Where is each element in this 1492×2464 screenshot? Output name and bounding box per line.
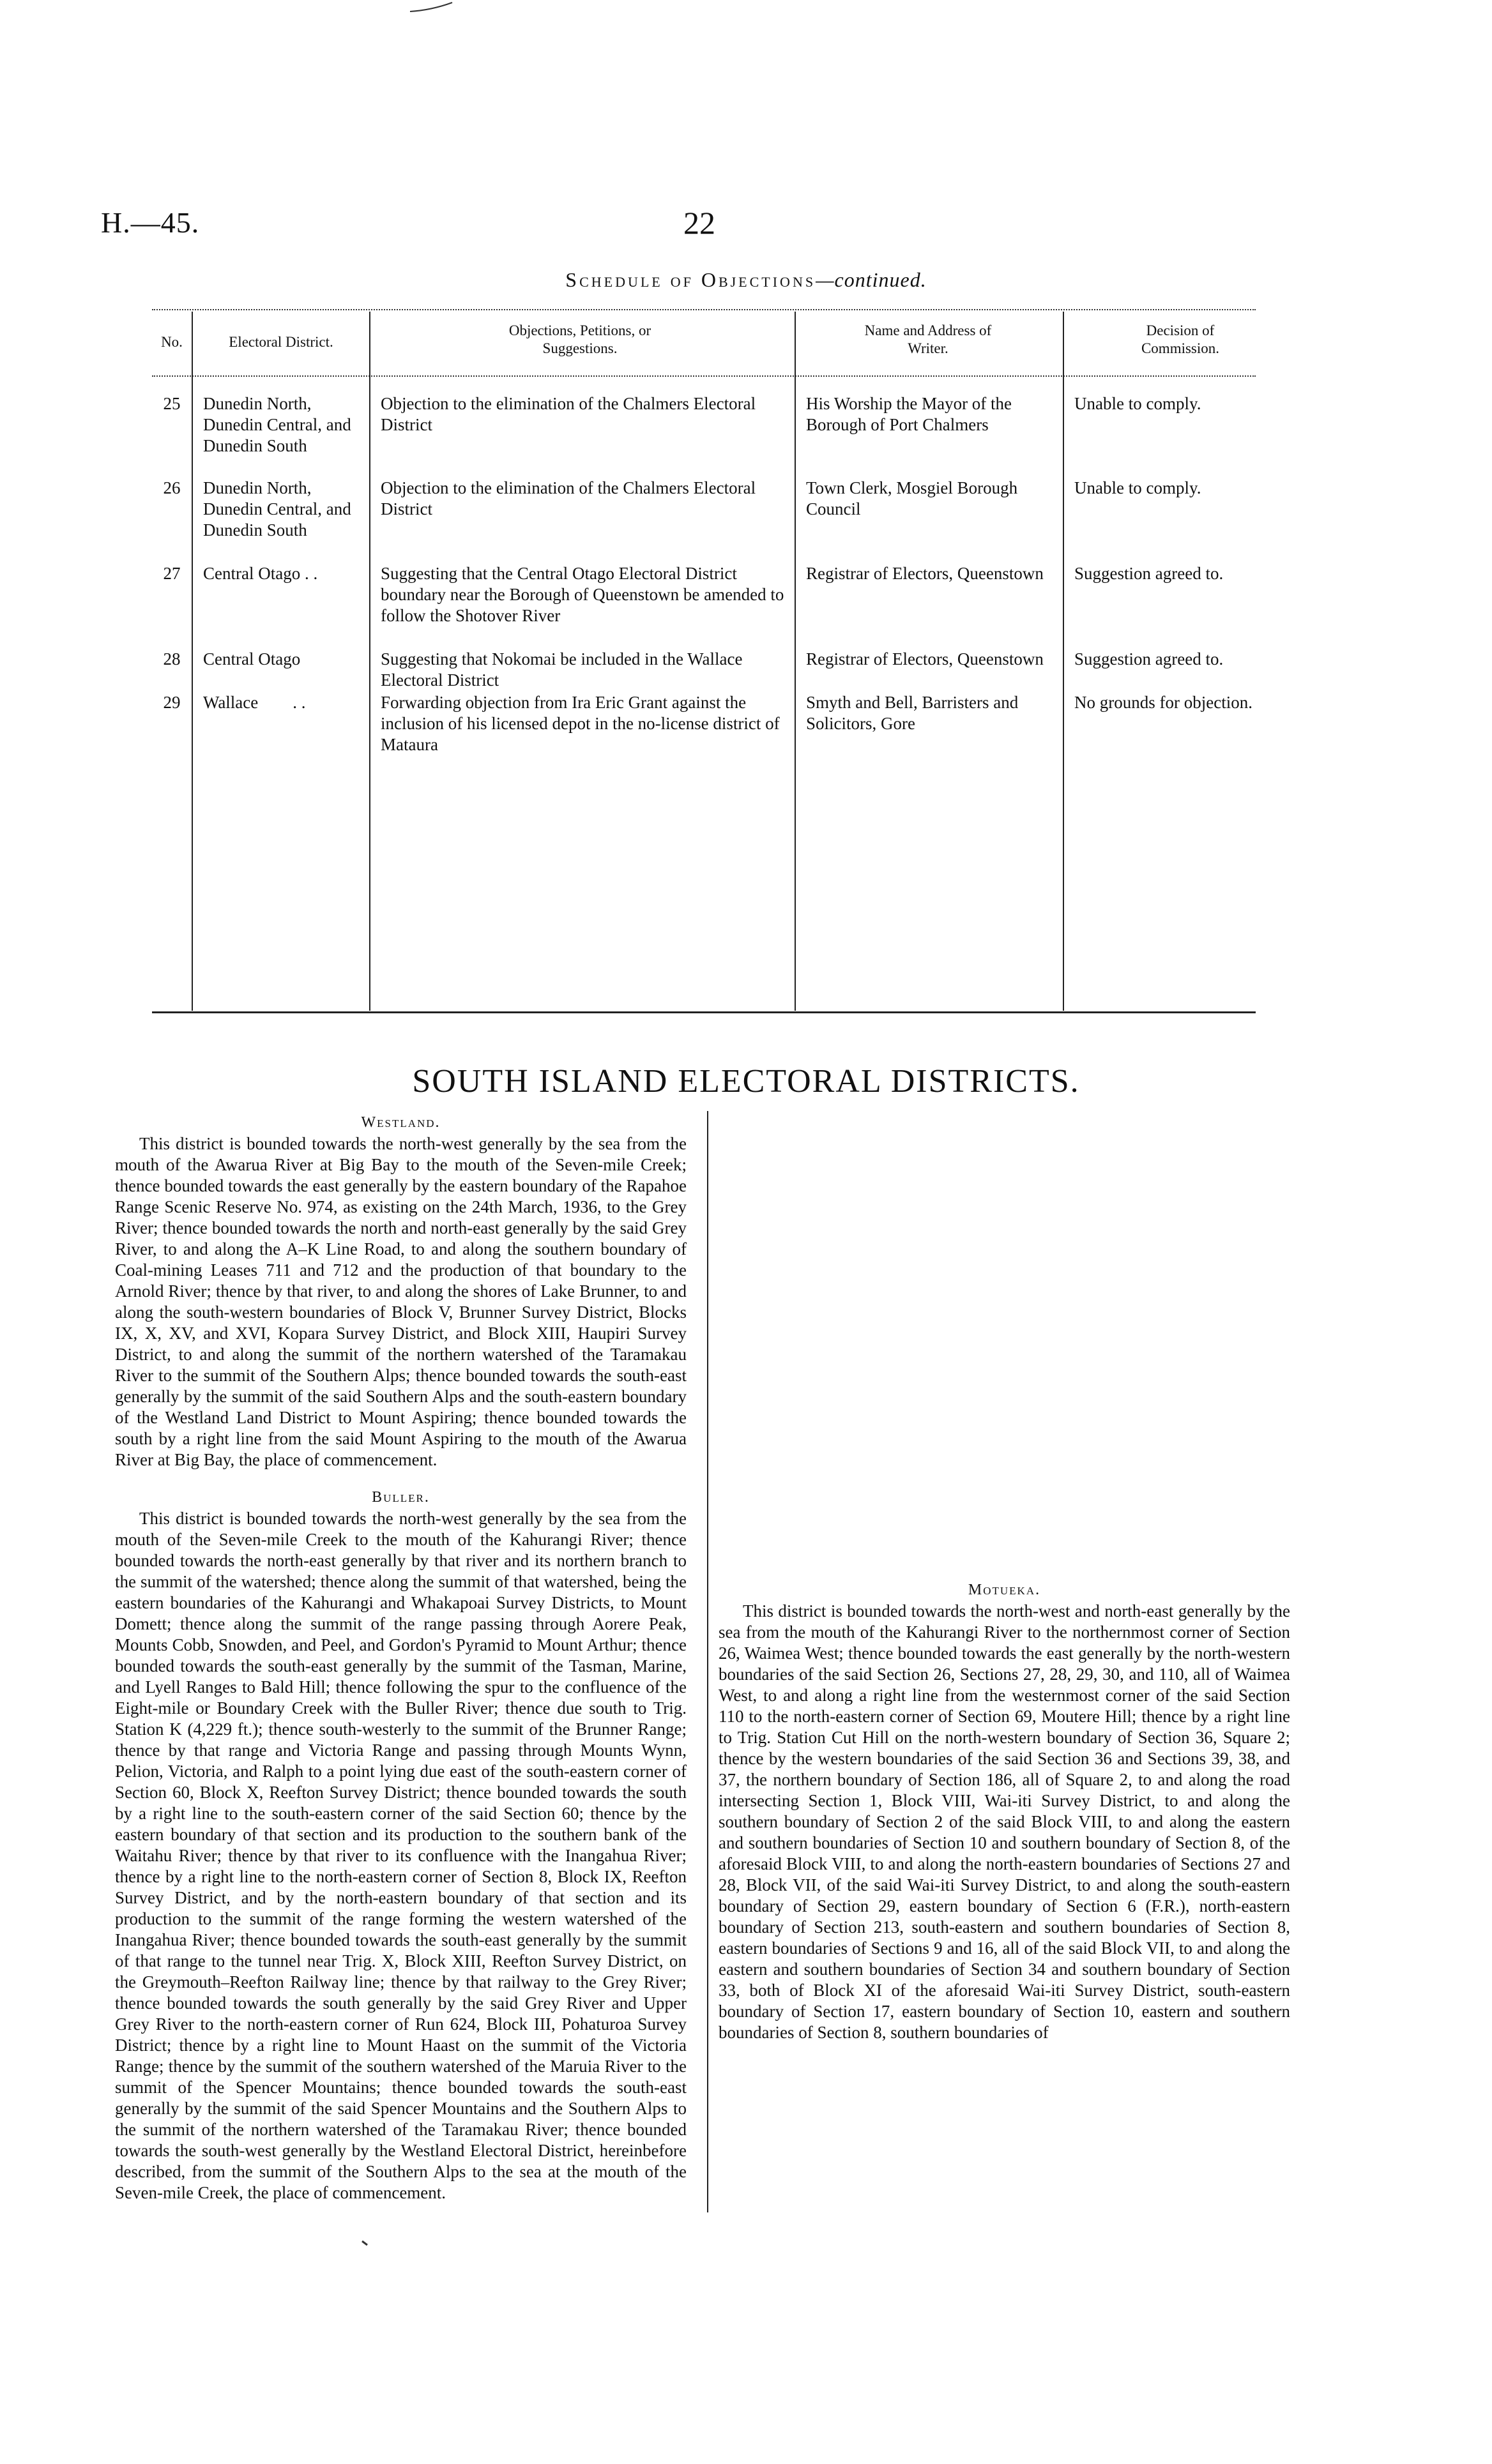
header-writer: Name and Address of Writer.: [864, 322, 992, 356]
row-number: 27: [163, 564, 181, 583]
header-no: No.: [161, 334, 183, 350]
column-divider: [795, 312, 796, 1011]
row-district: Dunedin North, Dunedin Central, and Dunedin South: [203, 478, 351, 540]
row-writer: Registrar of Electors, Queenstown: [806, 564, 1044, 583]
ink-mark: [362, 2240, 368, 2246]
page-number: 22: [683, 205, 715, 241]
row-writer: Smyth and Bell, Barristers and Solicitors, Gore: [806, 693, 1019, 733]
row-writer: His Worship the Mayor of the Borough of Port Chalmers: [806, 394, 1012, 434]
column-divider: [707, 1111, 708, 2212]
row-decision: Suggestion agreed to.: [1074, 649, 1224, 669]
schedule-title-main: Schedule of Objections: [565, 268, 816, 291]
document-series: H.—45.: [101, 206, 200, 239]
header-objections: Objections, Petitions, or Suggestions.: [508, 322, 651, 356]
row-district: Central Otago . .: [203, 564, 318, 583]
row-decision: Suggestion agreed to.: [1074, 564, 1224, 583]
row-writer: Town Clerk, Mosgiel Borough Council: [806, 478, 1018, 518]
row-objection: Suggesting that Nokomai be included in the Wallace Electoral District: [381, 649, 743, 690]
column-divider: [369, 312, 370, 1011]
header-decision: Decision of Commission.: [1141, 322, 1220, 356]
schedule-title: [0, 268, 1492, 292]
table-header-rule: [152, 375, 1256, 377]
right-column: [719, 1580, 1290, 2043]
ink-mark: [409, 0, 453, 14]
westland-heading: Westland.: [361, 1114, 441, 1131]
motueka-heading: Motueka.: [968, 1582, 1041, 1598]
column-divider: [192, 312, 193, 1011]
schedule-title-continued: —continued.: [816, 268, 927, 291]
row-writer: Registrar of Electors, Queenstown: [806, 649, 1044, 669]
buller-heading: Buller.: [372, 1489, 430, 1506]
row-objection: Suggesting that the Central Otago Electoral District boundary near the Borough of Queenstown be amended to follow the Shotover River: [381, 564, 784, 625]
row-district: Central Otago: [203, 649, 301, 669]
row-objection: Objection to the elimination of the Chalmers Electoral District: [381, 394, 756, 434]
row-district: Dunedin North, Dunedin Central, and Dunedin South: [203, 394, 351, 455]
table-bottom-rule: [152, 1011, 1256, 1013]
motueka-text: This district is bounded towards the north-west and north-east generally by the sea from the mouth of the Kahurangi River to the northernmost corner of Section 26, Waimea West; thence bounded towards the east generally by the north-western boundaries of the said Section 26, Sections 27, 28, 29, 30, and 110, all of Waimea West, to and along a right line from the westernmost corner of the said Section 110 to the north-eastern corner of Section 69, Moutere Hill; thence by a right line to Trig. Station Cut Hill on the north-western boundary of Section 36, Square 2; thence by the western boundaries of the said Section 36 and Sections 39, 38, and 37, the northern boundary of Section 186, all of Square 2, to and along the road intersecting Section 1, Block VIII, Wai-iti Survey District, to and along the southern boundary of Section 2 of the said Block VIII, to and along the eastern and southern boundaries of Section 10 and southern boundary of Section 8, of the aforesaid Block VIII, to and along the north-eastern boundaries of Sections 27 and 28, Block VII, of the said Wai-iti Survey District, to and along the south-eastern boundary of Section 29, eastern boundary of Section 6 (F.R.), north-eastern boundary of Section 213, south-eastern and southern boundaries of Section 8, eastern boundaries of Sections 9 and 16, all of the said Block VII, to and along the eastern and southern boundaries of Section 34 and southern boundary of Section 33, both of Block XI of the aforesaid Wai-iti Survey District, south-eastern boundary of Section 17, eastern boundary of Section 10, eastern and southern boundaries of Section 8, southern boundaries of: [719, 1601, 1290, 2042]
section-title: SOUTH ISLAND ELECTORAL DISTRICTS.: [412, 1063, 1080, 1100]
row-number: 26: [163, 478, 181, 497]
westland-text: This district is bounded towards the north-west generally by the sea from the mouth of the Awarua River at Big Bay to the mouth of the Seven-mile Creek; thence bounded towards the east generally by the eastern boundary of the Rapahoe Range Scenic Reserve No. 974, as existing on the 24th March, 1936, to the Grey River; thence bounded towards the north and north-east generally by the said Grey River, to and along the A–K Line Road, to and along the southern boundary of Coal-mining Leases 711 and 712 and the production of that boundary to the Arnold River; thence by that river, to and along the shores of Lake Brunner, to and along the south-western boundaries of Block V, Brunner Survey District, Blocks IX, X, XV, and XVI, Kopara Survey District, and Block XIII, Haupiri Survey District, to and along the summit of the northern watershed of the Taramakau River to the summit of the Southern Alps; thence bounded towards the south-east generally by the summit of the said Southern Alps and the south-eastern boundary of the Westland Land District to Mount Aspiring; thence bounded towards the south by a right line from the said Mount Aspiring to the mouth of the Awarua River at Big Bay, the place of commencement.: [115, 1134, 687, 1469]
objections-table: [152, 309, 1256, 1062]
row-objection: Objection to the elimination of the Chalmers Electoral District: [381, 478, 756, 518]
table-top-rule: [152, 309, 1256, 310]
left-column: [115, 1112, 687, 2203]
row-decision: Unable to comply.: [1074, 478, 1201, 497]
row-objection: Forwarding objection from Ira Eric Grant against the inclusion of his licensed depot in the no-license district of Mataura: [381, 693, 780, 754]
buller-text: This district is bounded towards the north-west generally by the sea from the mouth of the Seven-mile Creek to the mouth of the Kahurangi River; thence bounded towards the north-east generally by that river and its northern branch to the summit of the watershed; thence along the summit of that watershed, being the eastern boundaries of the Kahurangi and Whakapoai Survey Districts, to Mount Domett; thence along the summit of the range passing through Aorere Peak, Mounts Cobb, Snowden, and Peel, and Gordon's Pyramid to Mount Arthur; thence bounded towards the south-east generally by the summit of the Tasman, Marine, and Lyell Ranges to Bald Hill; thence following the spur to the confluence of the Eight-mile or Boundary Creek with the Buller River; thence due south to Trig. Station K (4,229 ft.); thence south-westerly to the summit of the Brunner Range; thence by that range and Victoria Range and passing through Mounts Wynn, Pelion, Victoria, and Ralph to a point lying due east of the south-eastern corner of Section 60, Block X, Reefton Survey District; thence bounded towards the south by a right line to the south-eastern corner of the said Section 60; thence by the eastern boundary of that section and its production to the southern bank of the Waitahu River; thence by that river to its confluence with the Inangahua River; thence by a right line to the north-eastern corner of Section 8, Block IX, Reefton Survey District, and by the north-eastern boundary of that section and its production to the summit of the range forming the western watershed of the Inangahua River; thence bounded towards the south-east generally by the summit of that range to the tunnel near Trig. X, Block XIII, Reefton Survey District, on the Greymouth–Reefton Railway line; thence by that railway to the Grey River; thence bounded towards the south generally by the said Grey River and Upper Grey River to the north-eastern corner of Run 624, Block III, Pohaturoa Survey District; thence by a right line to Mount Haast on the summit of the Victoria Range; thence by the summit of the southern watershed of the Maruia River to the summit of the Spencer Mountains; thence bounded towards the south-east generally by the summit of the said Spencer Mountains and the Southern Alps to the summit of the northern watershed of the Taramakau River; thence bounded towards the south-west generally by the Westland Electoral District, hereinbefore described, from the summit of the Southern Alps to the sea at the mouth of the Seven-mile Creek, the place of commencement.: [115, 1509, 687, 2202]
row-decision: Unable to comply.: [1074, 394, 1201, 413]
row-number: 29: [163, 693, 181, 712]
row-decision: No grounds for objection.: [1074, 693, 1252, 712]
row-number: 25: [163, 394, 181, 413]
row-district: Wallace . .: [203, 693, 306, 712]
row-number: 28: [163, 649, 181, 669]
column-divider: [1063, 312, 1064, 1011]
header-district: Electoral District.: [229, 334, 333, 350]
